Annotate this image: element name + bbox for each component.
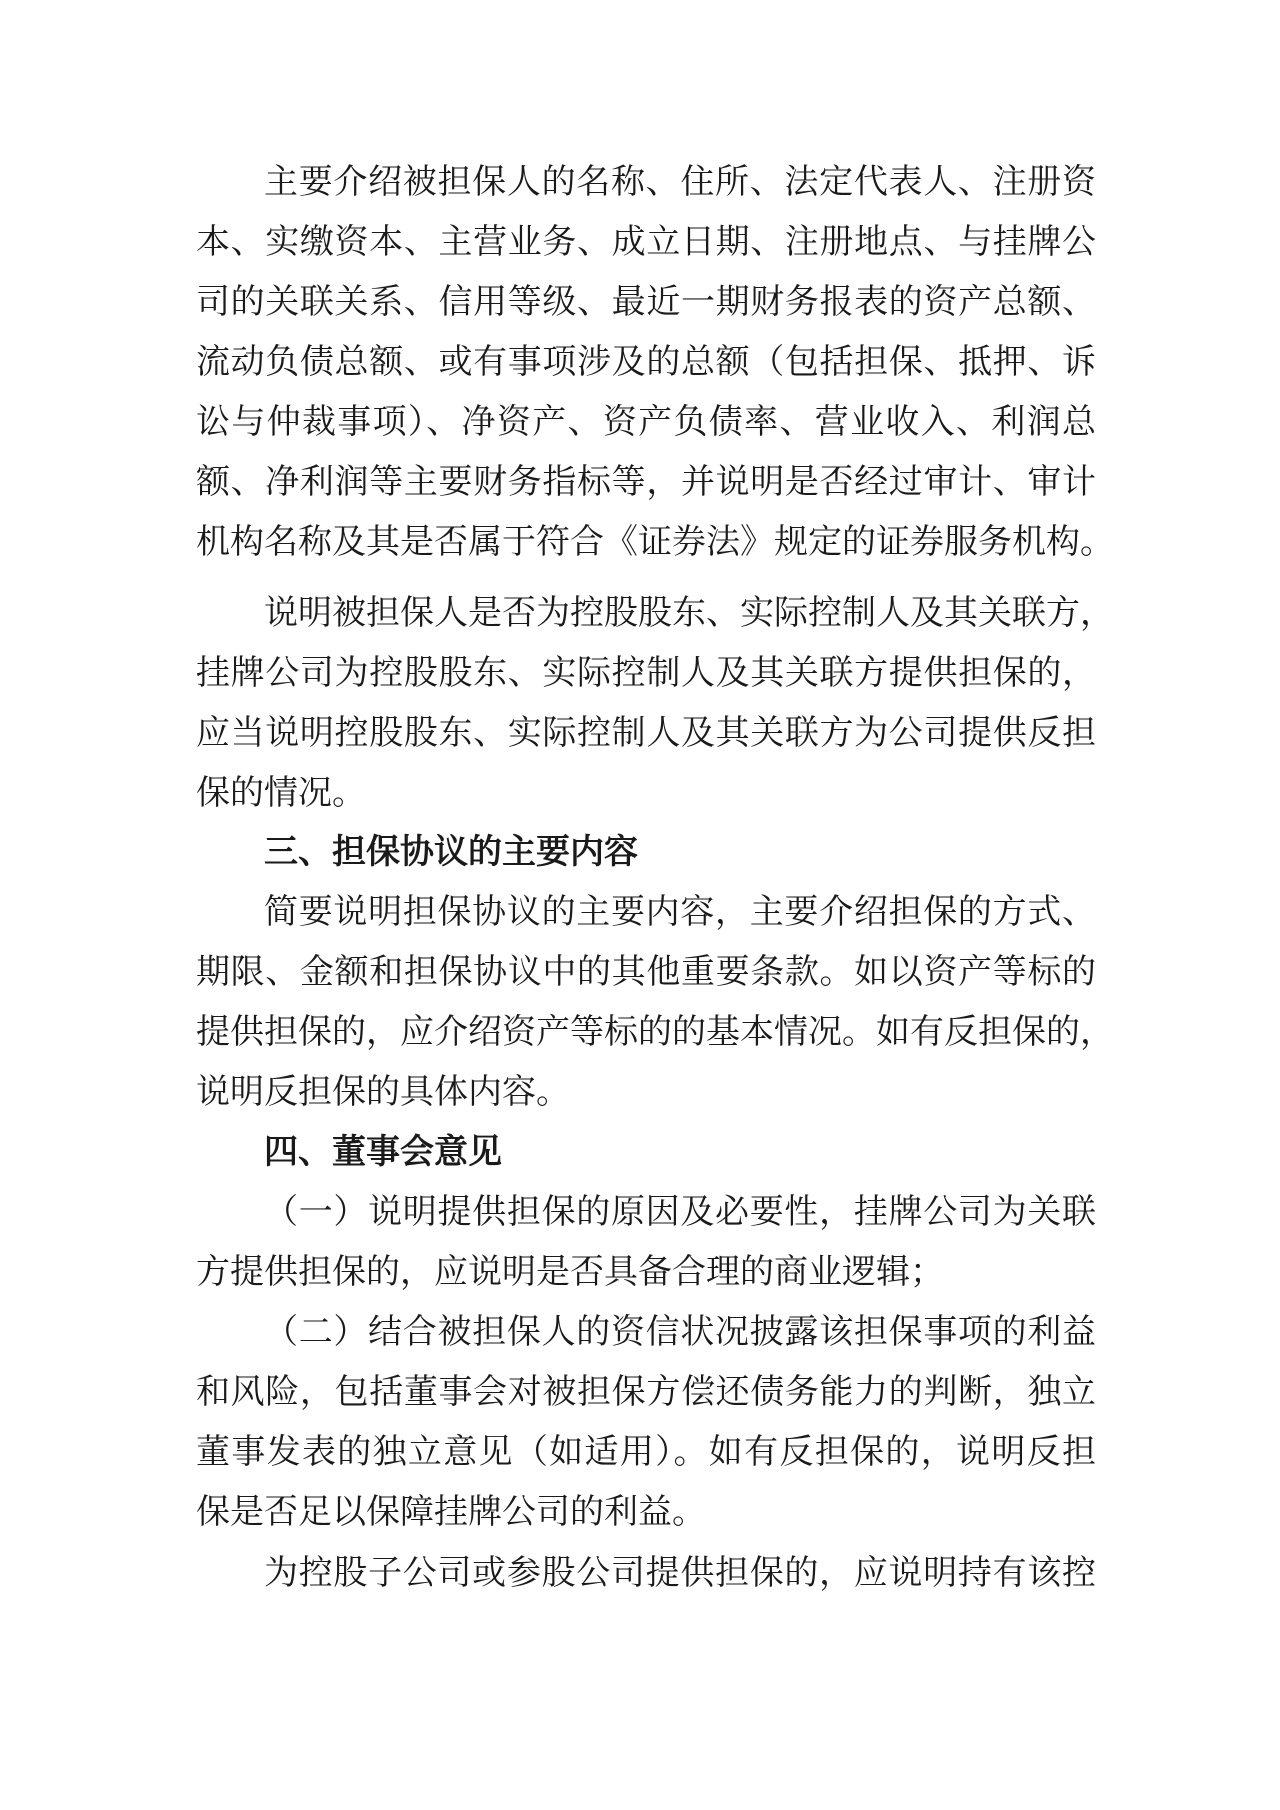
paragraph-line: 本、实缴资本、主营业务、成立日期、注册地点、与挂牌公 (196, 222, 1096, 262)
paragraph-line: 司的关联关系、信用等级、最近一期财务报表的资产总额、 (196, 282, 1096, 322)
paragraph-line: 提供担保的，应介绍资产等标的的基本情况。如有反担保的， (196, 1012, 1114, 1052)
paragraph-line: 方提供担保的，应说明是否具备合理的商业逻辑； (196, 1252, 944, 1292)
paragraph-line: 说明被担保人是否为控股股东、实际控制人及其关联方， (264, 593, 1114, 633)
section-heading: 三、担保协议的主要内容 (264, 832, 638, 872)
paragraph-line: 为控股子公司或参股公司提供担保的，应说明持有该控 (264, 1553, 1096, 1593)
paragraph-line: （一）说明提供担保的原因及必要性，挂牌公司为关联 (264, 1192, 1096, 1232)
paragraph-line: （二）结合被担保人的资信状况披露该担保事项的利益 (264, 1312, 1096, 1352)
paragraph-line: 挂牌公司为控股股东、实际控制人及其关联方提供担保的， (196, 653, 1096, 693)
paragraph-line: 主要介绍被担保人的名称、住所、法定代表人、注册资 (264, 162, 1096, 202)
paragraph-line: 董事发表的独立意见（如适用）。如有反担保的，说明反担 (196, 1432, 1096, 1472)
paragraph-line: 讼与仲裁事项）、净资产、资产负债率、营业收入、利润总 (196, 402, 1096, 442)
paragraph-line: 保是否足以保障挂牌公司的利益。 (196, 1492, 706, 1532)
paragraph-line: 流动负债总额、或有事项涉及的总额（包括担保、抵押、诉 (196, 342, 1096, 382)
paragraph-line: 期限、金额和担保协议中的其他重要条款。如以资产等标的 (196, 952, 1096, 992)
paragraph-line: 机构名称及其是否属于符合《证券法》规定的证券服务机构。 (196, 522, 1114, 562)
paragraph-line: 和风险，包括董事会对被担保方偿还债务能力的判断，独立 (196, 1372, 1096, 1412)
paragraph-line: 应当说明控股股东、实际控制人及其关联方为公司提供反担 (196, 713, 1096, 753)
paragraph-line: 简要说明担保协议的主要内容，主要介绍担保的方式、 (264, 892, 1096, 932)
paragraph-line: 保的情况。 (196, 773, 366, 813)
section-heading: 四、董事会意见 (264, 1132, 502, 1172)
paragraph-line: 额、净利润等主要财务指标等，并说明是否经过审计、审计 (196, 462, 1096, 502)
paragraph-line: 说明反担保的具体内容。 (196, 1072, 570, 1112)
